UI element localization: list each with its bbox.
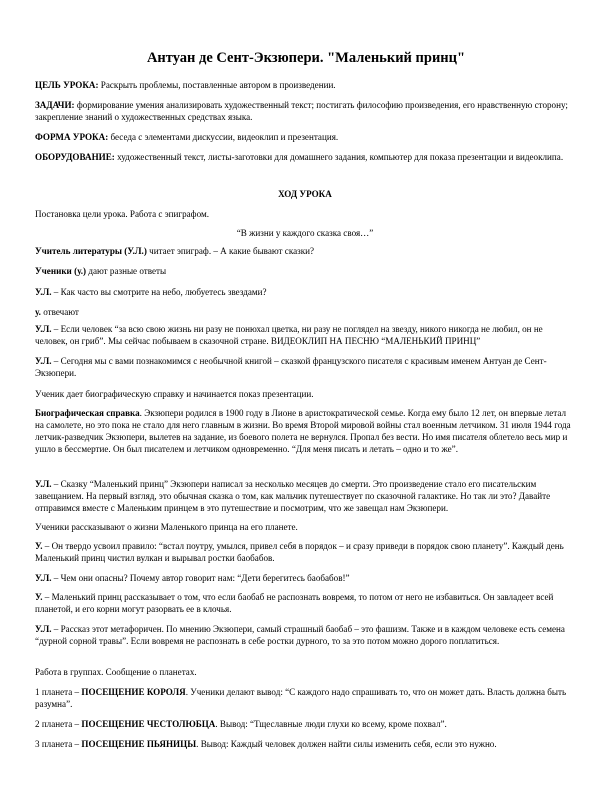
speaker-teacher: Учитель литературы xyxy=(35,246,122,256)
lesson-equipment-text: художественный текст, листы-заготовки для домашнего задания, компьютер для показа презентации и видеоклипа. xyxy=(114,152,564,162)
lesson-form-text: беседа с элементами дискуссии, видеоклип и презентация. xyxy=(108,132,339,142)
planet-3-title: ПОСЕЩЕНИЕ ПЬЯНИЦЫ xyxy=(81,739,197,749)
dialogue-line xyxy=(35,286,575,298)
section-heading: ХОД УРОКА xyxy=(278,189,332,199)
text-run: – Сегодня мы с вами познакомимся с необычной книгой – сказкой французского писателя с красивым именем Антуан де Сент-Экзюпери. xyxy=(35,356,547,378)
dialogue-line xyxy=(35,623,575,647)
speaker-label: У.Л. xyxy=(35,624,52,634)
planet-2-title: ПОСЕЩЕНИЕ ЧЕСТОЛЮБЦА xyxy=(81,719,216,729)
text-run: – Рассказ этот метафоричен. По мнению Экзюпери, самый страшный баобаб – это фашизм. Также и в каждом человеке есть семена “дурной сорной травы”. Если вовремя не распознать в себе ростки дурного, то за это потом можно дорого поплатиться. xyxy=(35,624,565,646)
text-run: отвечают xyxy=(40,307,79,317)
planet-1-paragraph xyxy=(35,686,575,710)
lesson-form-label: ФОРМА УРОКА: xyxy=(35,132,109,142)
speaker-abbrev: (У.Л.) xyxy=(124,246,147,256)
students-answer xyxy=(35,265,575,277)
text-run: – Сказку “Маленький принц” Экзюпери написал за несколько месяцев до смерти. Это произведение стало его писательским завещанием. На первый взгляд, это обычная сказка о том, как мальчик путешествует по сказочной галактике. Но так ли это? Давайте отправимся вместе с Маленьким принцем в это путешествие и посмотрим, что же завещал нам Экзюпери. xyxy=(35,479,551,513)
speaker-label: У.Л. xyxy=(35,324,52,334)
dialogue-line xyxy=(35,540,575,564)
text-run: 3 планета – xyxy=(35,739,82,749)
dialogue-line xyxy=(35,572,575,584)
dialogue-line xyxy=(35,591,575,615)
lesson-form xyxy=(35,131,575,143)
dialogue-line xyxy=(35,478,575,514)
lesson-equipment xyxy=(35,151,575,163)
text-run: – Чем они опасны? Почему автор говорит нам: “Дети берегитесь баобабов!” xyxy=(51,573,350,583)
lesson-goal-label: ЦЕЛЬ УРОКА: xyxy=(35,80,99,90)
text-run: дают разные ответы xyxy=(86,266,167,276)
teacher-reads-epigraph xyxy=(35,245,575,257)
speaker-label: У.Л. xyxy=(35,573,52,583)
lesson-equipment-label: ОБОРУДОВАНИЕ: xyxy=(35,152,115,162)
text-run: 1 планета – xyxy=(35,687,82,697)
dialogue-line xyxy=(35,306,575,318)
student-bio-note: Ученик дает биографическую справку и начинается показ презентации. xyxy=(35,389,314,399)
group-work-paragraph: Работа в группах. Сообщение о планетах. xyxy=(35,667,197,677)
speaker-abbrev: (у.) xyxy=(74,266,87,276)
text-run: . Ученики делают вывод: “С каждого надо спрашивать то, что он может дать. Власть должна быть разумна”. xyxy=(35,687,567,709)
speaker-students: Ученики xyxy=(35,266,72,276)
text-run: – Он твердо усвоил правило: “встал поутру, умылся, привел себя в порядок – и сразу приведи в порядок свою планету”. Каждый день Маленький принц чистил вулкан и вырывал ростки баобабов. xyxy=(35,541,564,563)
epigraph: “В жизни у каждого сказка своя…” xyxy=(236,228,374,238)
biography-text: . Экзюпери родился в 1900 году в Лионе в аристократической семье. Когда ему было 12 лет, он впервые летал на самолете, но это пока не стало для него главным в жизни. Во время Второй мировой войны стал военным летчиком. 31 июля 1944 года летчик-разведчик Экзюпери, вылетев на задание, из боевого полета не вернулся. Пропал без вести. Но имя писателя облетело весь мир и ушло в бессмертие. Он был писателем и летчиком одновременно. “Для меня писать и летать – одно и то же”. xyxy=(35,408,571,454)
dialogue-line xyxy=(35,323,575,347)
text-run: читает эпиграф. – А какие бывают сказки? xyxy=(146,246,315,256)
lesson-tasks-text: формирование умения анализировать художественный текст; постигать философию произведения, его нравственную сторону; закрепление знаний о художественных средствах языка. xyxy=(35,100,568,122)
intro-paragraph: Постановка цели урока. Работа с эпиграфом. xyxy=(35,209,209,219)
planet-3-paragraph xyxy=(35,738,575,750)
lesson-tasks-label: ЗАДАЧИ: xyxy=(35,100,75,110)
lesson-goal xyxy=(35,79,575,91)
document-title: Антуан де Сент-Экзюпери. "Маленький принц" xyxy=(146,50,466,66)
text-run: – Маленький принц рассказывает о том, что если баобаб не распознать вовремя, то потом от него не избавиться. Он завладеет всей планетой, и его корни могут разорвать ее в клочья. xyxy=(35,592,554,614)
speaker-label: у. xyxy=(35,307,41,317)
text-run: . Вывод: Каждый человек должен найти силы изменить себя, если это нужно. xyxy=(196,739,497,749)
speaker-label: У.Л. xyxy=(35,356,52,366)
speaker-label: У.Л. xyxy=(35,479,52,489)
planet-2-paragraph xyxy=(35,718,575,730)
dialogue-line xyxy=(35,355,575,379)
speaker-label: У. xyxy=(35,592,43,602)
speaker-label: У. xyxy=(35,541,43,551)
lesson-goal-text: Раскрыть проблемы, поставленные автором в произведении. xyxy=(98,80,336,90)
text-run: – Если человек “за всю свою жизнь ни разу не понюхал цветка, ни разу не поглядел на звезду, никого никогда не любил, он не человек, он гриб”. Мы сейчас побываем в сказочной стране. ВИДЕОКЛИП НА ПЕСНЮ “МАЛЕНЬКИЙ ПРИНЦ” xyxy=(35,324,543,346)
biography-paragraph xyxy=(35,407,575,455)
planet-1-title: ПОСЕЩЕНИЕ КОРОЛЯ xyxy=(81,687,186,697)
text-run: . Вывод: “Тщеславные люди глухи ко всему, кроме похвал”. xyxy=(215,719,447,729)
text-run: – Как часто вы смотрите на небо, любуетесь звездами? xyxy=(51,287,267,297)
biography-label: Биографическая справка xyxy=(35,408,140,418)
text-run: 2 планета – xyxy=(35,719,82,729)
lesson-tasks xyxy=(35,99,575,123)
speaker-label: У.Л. xyxy=(35,287,52,297)
students-tell-paragraph: Ученики рассказывают о жизни Маленького принца на его планете. xyxy=(35,522,298,532)
